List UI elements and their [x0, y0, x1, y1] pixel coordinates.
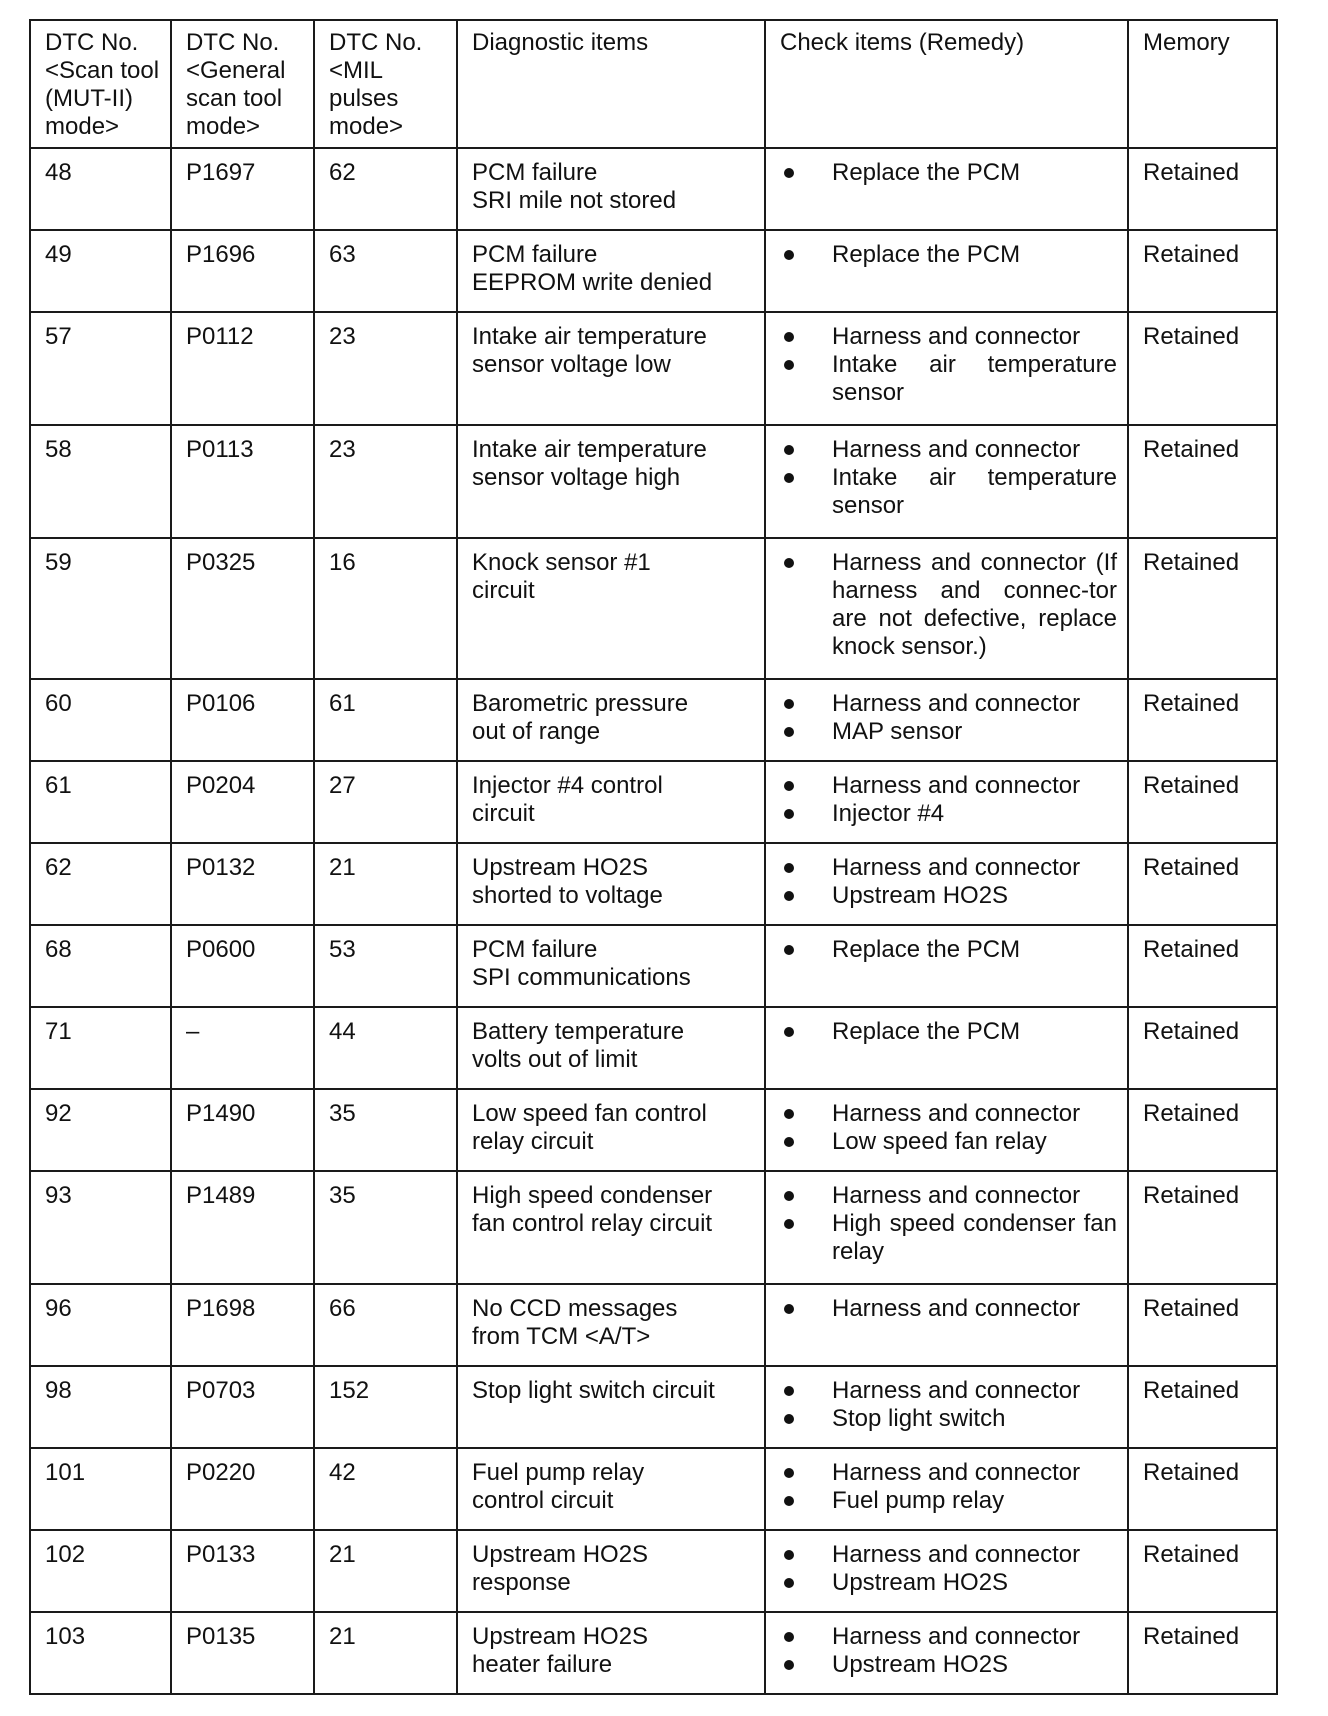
- check-items-list: [780, 690, 1117, 746]
- check-items-list: [780, 1100, 1117, 1156]
- dtc-scan-tool-cell: 62: [30, 843, 171, 925]
- check-items-cell: [765, 1089, 1128, 1171]
- dtc-mil-cell: 66: [314, 1284, 457, 1366]
- diagnostic-item-line: circuit: [472, 577, 535, 604]
- diagnostic-item-line: PCM failure: [472, 241, 598, 268]
- check-items-cell: [765, 1530, 1128, 1612]
- memory-cell: Retained: [1128, 148, 1277, 230]
- diagnostic-item-line: Intake air temperature: [472, 323, 707, 350]
- memory-cell: Retained: [1128, 1612, 1277, 1694]
- table-row: [30, 1530, 1277, 1612]
- check-item: Harness and connector: [780, 854, 1117, 882]
- diagnostic-item-cell: [457, 1366, 765, 1448]
- check-item: Upstream HO2S: [780, 1569, 1117, 1597]
- header-mil-line: DTC No.: [329, 29, 423, 56]
- memory-cell: Retained: [1128, 761, 1277, 843]
- diagnostic-item-line: heater failure: [472, 1651, 613, 1678]
- dtc-general-cell: P1698: [171, 1284, 314, 1366]
- check-item: Upstream HO2S: [780, 882, 1117, 910]
- table-row: [30, 425, 1277, 538]
- memory-cell: Retained: [1128, 312, 1277, 425]
- dtc-scan-tool-cell: 102: [30, 1530, 171, 1612]
- check-item: Harness and connector: [780, 1295, 1117, 1323]
- memory-cell: Retained: [1128, 1284, 1277, 1366]
- header-scan-tool-line: mode>: [45, 113, 120, 140]
- dtc-mil-cell: 35: [314, 1171, 457, 1284]
- check-items-cell: [765, 1284, 1128, 1366]
- diagnostic-item-line: sensor voltage high: [472, 464, 681, 491]
- diagnostic-item-cell: [457, 761, 765, 843]
- memory-cell: Retained: [1128, 1530, 1277, 1612]
- dtc-mil-cell: 152: [314, 1366, 457, 1448]
- header-general-line: DTC No.: [186, 29, 280, 56]
- dtc-scan-tool-cell: 98: [30, 1366, 171, 1448]
- diagnostic-item-cell: [457, 925, 765, 1007]
- table-row: [30, 230, 1277, 312]
- diagnostic-item-cell: [457, 679, 765, 761]
- diagnostic-item-cell: [457, 148, 765, 230]
- dtc-general-cell: P0204: [171, 761, 314, 843]
- header-row: [30, 20, 1277, 148]
- header-scan-tool-line: (MUT-II): [45, 85, 133, 112]
- diagnostic-item-line: sensor voltage low: [472, 351, 671, 378]
- dtc-mil-cell: 61: [314, 679, 457, 761]
- dtc-mil-cell: 44: [314, 1007, 457, 1089]
- dtc-mil-cell: 21: [314, 843, 457, 925]
- check-items-cell: [765, 312, 1128, 425]
- dtc-scan-tool-cell: 58: [30, 425, 171, 538]
- check-items-list: [780, 936, 1117, 964]
- check-items-cell: [765, 1366, 1128, 1448]
- table-row: [30, 538, 1277, 679]
- table-row: [30, 1612, 1277, 1694]
- check-item: Harness and connector: [780, 1623, 1117, 1651]
- diagnostic-item-line: shorted to voltage: [472, 882, 663, 909]
- dtc-mil-cell: 53: [314, 925, 457, 1007]
- memory-cell: Retained: [1128, 1007, 1277, 1089]
- diagnostic-item-line: Knock sensor #1: [472, 549, 651, 576]
- diagnostic-item-cell: [457, 230, 765, 312]
- dtc-scan-tool-cell: 68: [30, 925, 171, 1007]
- memory-cell: Retained: [1128, 425, 1277, 538]
- table-row: [30, 1284, 1277, 1366]
- header-general-line: <General: [186, 57, 286, 84]
- check-item: Replace the PCM: [780, 159, 1117, 187]
- dtc-general-cell: P0703: [171, 1366, 314, 1448]
- check-items-cell: [765, 925, 1128, 1007]
- check-item: Low speed fan relay: [780, 1128, 1117, 1156]
- dtc-scan-tool-cell: 61: [30, 761, 171, 843]
- dtc-general-cell: P0600: [171, 925, 314, 1007]
- diagnostic-item-line: Barometric pressure: [472, 690, 689, 717]
- header-check-items: Check items (Remedy): [765, 20, 1128, 148]
- dtc-scan-tool-cell: 49: [30, 230, 171, 312]
- diagnostic-item-cell: [457, 538, 765, 679]
- diagnostic-item-line: Fuel pump relay: [472, 1459, 645, 1486]
- diagnostic-item-line: Upstream HO2S: [472, 1623, 649, 1650]
- check-item: Harness and connector: [780, 1459, 1117, 1487]
- check-item: Harness and connector: [780, 1377, 1117, 1405]
- diagnostic-item-cell: [457, 425, 765, 538]
- diagnostic-item-line: Upstream HO2S: [472, 854, 649, 881]
- check-items-cell: [765, 761, 1128, 843]
- diagnostic-item-cell: [457, 312, 765, 425]
- table-row: [30, 148, 1277, 230]
- table-row: [30, 843, 1277, 925]
- check-item: Harness and connector: [780, 1100, 1117, 1128]
- dtc-mil-cell: 27: [314, 761, 457, 843]
- check-item: Replace the PCM: [780, 1018, 1117, 1046]
- check-items-cell: [765, 843, 1128, 925]
- dtc-general-cell: P0106: [171, 679, 314, 761]
- memory-cell: Retained: [1128, 538, 1277, 679]
- diagnostic-item-line: Upstream HO2S: [472, 1541, 649, 1568]
- header-general-line: scan tool: [186, 85, 283, 112]
- check-item: Harness and connector: [780, 1182, 1117, 1210]
- memory-cell: Retained: [1128, 1448, 1277, 1530]
- check-items-list: [780, 159, 1117, 187]
- header-scan-tool: [30, 20, 171, 148]
- check-items-list: [780, 241, 1117, 269]
- dtc-mil-cell: 21: [314, 1530, 457, 1612]
- memory-cell: Retained: [1128, 1171, 1277, 1284]
- check-item: Harness and connector: [780, 323, 1117, 351]
- dtc-scan-tool-cell: 60: [30, 679, 171, 761]
- diagnostic-item-line: relay circuit: [472, 1128, 594, 1155]
- diagnostic-item-line: Stop light switch circuit: [472, 1377, 715, 1404]
- check-items-cell: [765, 230, 1128, 312]
- diagnostic-item-line: from TCM <A/T>: [472, 1323, 651, 1350]
- check-items-list: [780, 1295, 1117, 1323]
- check-items-cell: [765, 1171, 1128, 1284]
- table-row: [30, 1089, 1277, 1171]
- memory-cell: Retained: [1128, 679, 1277, 761]
- diagnostic-item-line: response: [472, 1569, 571, 1596]
- check-item: High speed condenser fan relay: [780, 1210, 1117, 1266]
- check-items-list: [780, 1182, 1117, 1266]
- dtc-general-cell: P0135: [171, 1612, 314, 1694]
- diagnostic-item-line: EEPROM write denied: [472, 269, 713, 296]
- table-body: [30, 148, 1277, 1694]
- table-row: [30, 925, 1277, 1007]
- check-item: Injector #4: [780, 800, 1117, 828]
- dtc-general-cell: P0220: [171, 1448, 314, 1530]
- check-item: Harness and connector: [780, 690, 1117, 718]
- dtc-scan-tool-cell: 71: [30, 1007, 171, 1089]
- check-item: Harness and connector: [780, 772, 1117, 800]
- check-items-list: [780, 1623, 1117, 1679]
- check-items-list: [780, 549, 1117, 661]
- check-item: Upstream HO2S: [780, 1651, 1117, 1679]
- check-items-cell: [765, 1448, 1128, 1530]
- diagnostic-item-line: Battery temperature: [472, 1018, 685, 1045]
- check-items-list: [780, 1377, 1117, 1433]
- dtc-general-cell: P1696: [171, 230, 314, 312]
- check-items-cell: [765, 679, 1128, 761]
- diagnostic-item-line: PCM failure: [472, 159, 598, 186]
- table-row: [30, 1448, 1277, 1530]
- header-memory: Memory: [1128, 20, 1277, 148]
- diagnostic-item-line: PCM failure: [472, 936, 598, 963]
- table-row: [30, 761, 1277, 843]
- dtc-scan-tool-cell: 59: [30, 538, 171, 679]
- diagnostic-item-line: control circuit: [472, 1487, 614, 1514]
- check-item: Intake air temperature sensor: [780, 351, 1117, 407]
- dtc-scan-tool-cell: 57: [30, 312, 171, 425]
- diagnostic-item-line: out of range: [472, 718, 601, 745]
- check-item: MAP sensor: [780, 718, 1117, 746]
- check-item: Stop light switch: [780, 1405, 1117, 1433]
- check-items-cell: [765, 1612, 1128, 1694]
- diagnostic-item-cell: [457, 1089, 765, 1171]
- dtc-general-cell: P1697: [171, 148, 314, 230]
- memory-cell: Retained: [1128, 230, 1277, 312]
- dtc-general-cell: P1490: [171, 1089, 314, 1171]
- check-item: Harness and connector: [780, 1541, 1117, 1569]
- header-general-line: mode>: [186, 113, 261, 140]
- dtc-mil-cell: 42: [314, 1448, 457, 1530]
- memory-cell: Retained: [1128, 1366, 1277, 1448]
- dtc-scan-tool-cell: 103: [30, 1612, 171, 1694]
- dtc-scan-tool-cell: 92: [30, 1089, 171, 1171]
- diagnostic-item-cell: [457, 1284, 765, 1366]
- memory-cell: Retained: [1128, 925, 1277, 1007]
- check-items-cell: [765, 425, 1128, 538]
- diagnostic-item-line: fan control relay circuit: [472, 1210, 713, 1237]
- check-item: Intake air temperature sensor: [780, 464, 1117, 520]
- header-mil-line: mode>: [329, 113, 404, 140]
- check-items-list: [780, 1459, 1117, 1515]
- dtc-mil-cell: 21: [314, 1612, 457, 1694]
- diagnostic-item-line: SRI mile not stored: [472, 187, 677, 214]
- check-items-list: [780, 1018, 1117, 1046]
- dtc-scan-tool-cell: 48: [30, 148, 171, 230]
- diagnostic-item-line: SPI communications: [472, 964, 691, 991]
- header-mil-pulses: [314, 20, 457, 148]
- dtc-mil-cell: 23: [314, 312, 457, 425]
- check-item: Fuel pump relay: [780, 1487, 1117, 1515]
- dtc-scan-tool-cell: 101: [30, 1448, 171, 1530]
- check-items-list: [780, 854, 1117, 910]
- check-items-list: [780, 436, 1117, 520]
- dtc-mil-cell: 62: [314, 148, 457, 230]
- dtc-general-cell: P0113: [171, 425, 314, 538]
- diagnostic-item-line: No CCD messages: [472, 1295, 678, 1322]
- check-item: Harness and connector (If harness and connec-tor are not defective, replace knock sensor.): [780, 549, 1117, 661]
- check-items-list: [780, 323, 1117, 407]
- check-items-list: [780, 772, 1117, 828]
- memory-cell: Retained: [1128, 1089, 1277, 1171]
- dtc-general-cell: –: [171, 1007, 314, 1089]
- header-general-scan-tool: [171, 20, 314, 148]
- diagnostic-item-line: Injector #4 control: [472, 772, 663, 799]
- check-items-list: [780, 1541, 1117, 1597]
- table-row: [30, 1171, 1277, 1284]
- table-row: [30, 1366, 1277, 1448]
- dtc-mil-cell: 16: [314, 538, 457, 679]
- diagnostic-item-line: Low speed fan control: [472, 1100, 707, 1127]
- check-item: Harness and connector: [780, 436, 1117, 464]
- dtc-mil-cell: 63: [314, 230, 457, 312]
- memory-cell: Retained: [1128, 843, 1277, 925]
- check-items-cell: [765, 538, 1128, 679]
- dtc-scan-tool-cell: 93: [30, 1171, 171, 1284]
- check-item: Replace the PCM: [780, 241, 1117, 269]
- header-mil-line: <MIL: [329, 57, 384, 84]
- header-diagnostic-items: Diagnostic items: [457, 20, 765, 148]
- dtc-general-cell: P0112: [171, 312, 314, 425]
- diagnostic-item-cell: [457, 1448, 765, 1530]
- diagnostic-item-line: High speed condenser: [472, 1182, 713, 1209]
- dtc-general-cell: P0132: [171, 843, 314, 925]
- diagnostic-item-cell: [457, 1007, 765, 1089]
- dtc-scan-tool-cell: 96: [30, 1284, 171, 1366]
- table-row: [30, 679, 1277, 761]
- dtc-table: [29, 19, 1278, 1695]
- diagnostic-item-line: volts out of limit: [472, 1046, 638, 1073]
- dtc-general-cell: P0133: [171, 1530, 314, 1612]
- diagnostic-item-line: circuit: [472, 800, 535, 827]
- header-mil-line: pulses: [329, 85, 399, 112]
- check-items-cell: [765, 148, 1128, 230]
- diagnostic-item-cell: [457, 843, 765, 925]
- diagnostic-item-line: Intake air temperature: [472, 436, 707, 463]
- header-scan-tool-line: DTC No.: [45, 29, 139, 56]
- check-item: Replace the PCM: [780, 936, 1117, 964]
- dtc-general-cell: P0325: [171, 538, 314, 679]
- table-row: [30, 1007, 1277, 1089]
- diagnostic-item-cell: [457, 1171, 765, 1284]
- dtc-mil-cell: 35: [314, 1089, 457, 1171]
- table-row: [30, 312, 1277, 425]
- check-items-cell: [765, 1007, 1128, 1089]
- diagnostic-item-cell: [457, 1612, 765, 1694]
- diagnostic-item-cell: [457, 1530, 765, 1612]
- dtc-mil-cell: 23: [314, 425, 457, 538]
- header-scan-tool-line: <Scan tool: [45, 57, 160, 84]
- dtc-general-cell: P1489: [171, 1171, 314, 1284]
